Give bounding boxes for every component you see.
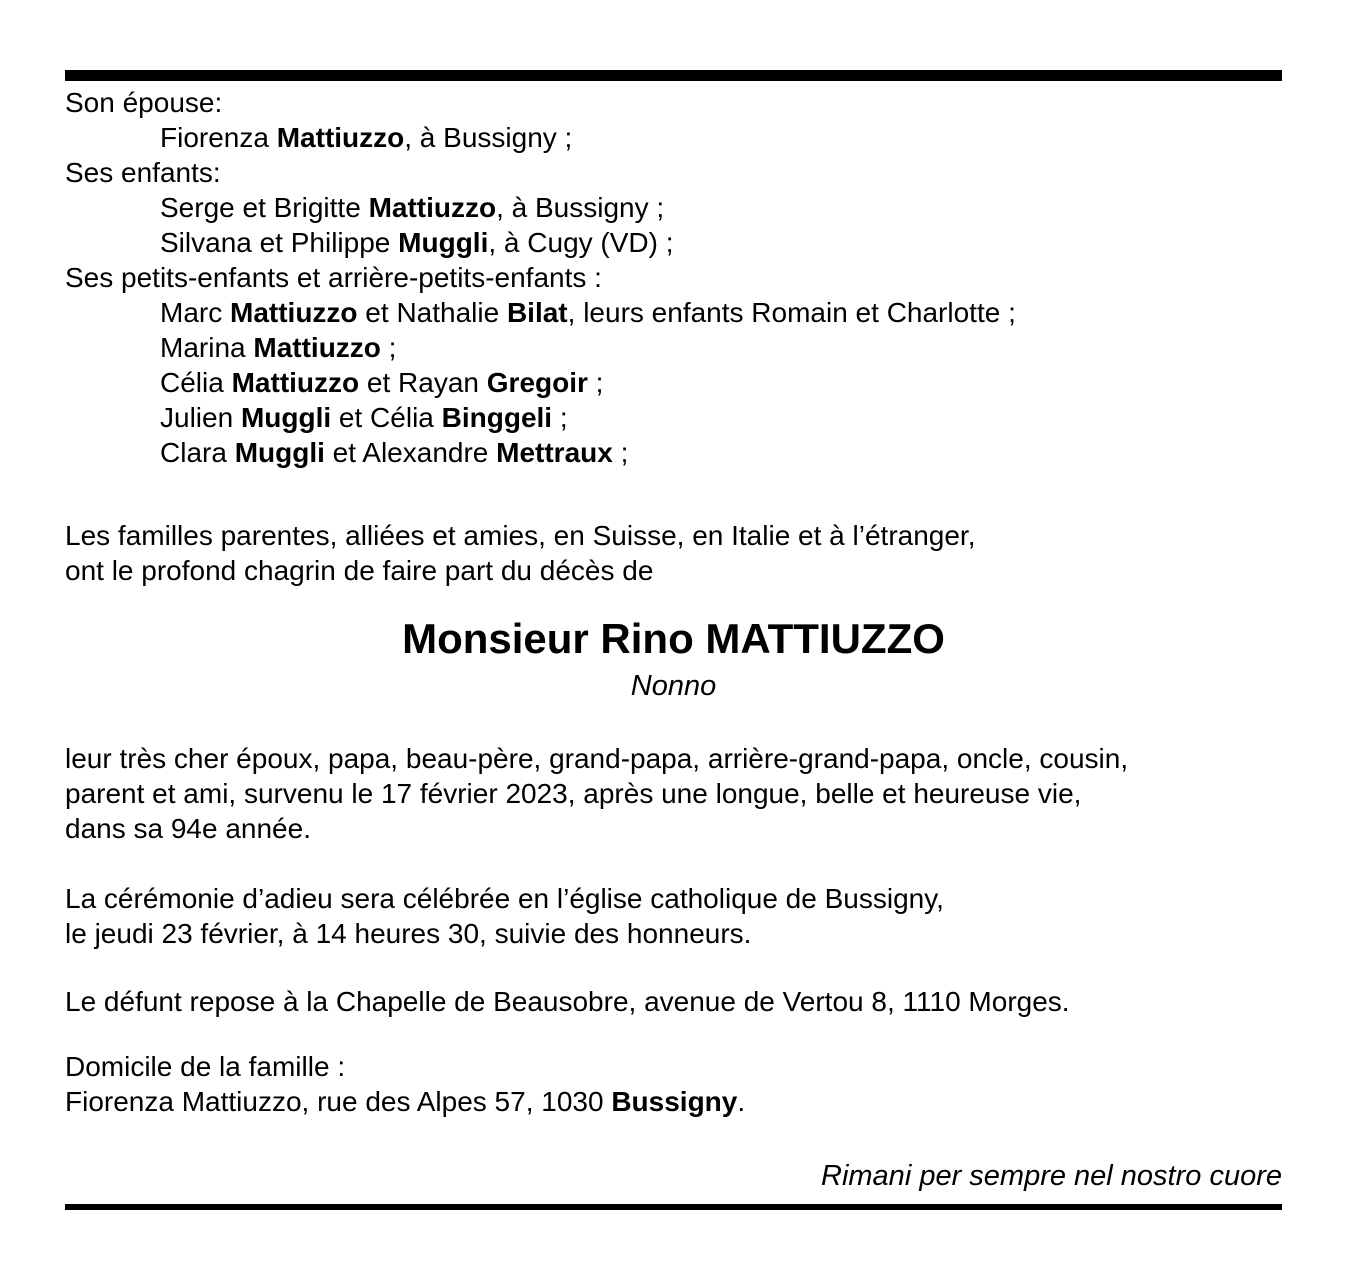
top-rule [65, 70, 1282, 81]
family-name-bold: Muggli [234, 437, 325, 468]
text-line: dans sa 94e année. [65, 813, 311, 844]
family-line [65, 85, 1282, 120]
family-line-text: , leurs enfants Romain et Charlotte ; [567, 297, 1016, 328]
family-line-text: et Célia [331, 402, 442, 433]
family-line-text: Clara [160, 437, 235, 468]
family-line-text: Ses enfants: [65, 157, 221, 188]
family-line-text: , à Bussigny ; [496, 192, 665, 223]
family-line-text: Julien [160, 402, 241, 433]
family-line [65, 295, 1282, 330]
family-line-text: et Nathalie [357, 297, 507, 328]
family-name-bold: Mattiuzzo [231, 367, 360, 398]
intro-paragraph [65, 518, 1282, 588]
tribute-paragraph [65, 741, 1282, 846]
deceased-nickname: Nonno [630, 670, 717, 702]
text-line: Les familles parentes, alliées et amies, en Suisse, en Italie et à l’étranger, [65, 520, 976, 551]
family-line [65, 365, 1282, 400]
ceremony-paragraph [65, 881, 1282, 951]
text-line: parent et ami, survenu le 17 février 2023, après une longue, belle et heureuse vie, [65, 778, 1082, 809]
text-line: le jeudi 23 février, à 14 heures 30, suivie des honneurs. [65, 918, 752, 949]
family-name-bold: Mattiuzzo [276, 122, 405, 153]
family-line-text: Son épouse: [65, 87, 223, 118]
family-line [65, 120, 1282, 155]
family-name-bold: Muggli [240, 402, 332, 433]
family-line [65, 435, 1282, 470]
family-name-bold: Binggeli [441, 402, 553, 433]
family-line-text: Marina [160, 332, 254, 363]
family-line-text: Ses petits-enfants et arrière-petits-enfants : [65, 262, 602, 293]
family-line-text: Marc [160, 297, 230, 328]
address-text: . [737, 1086, 746, 1117]
family-line [65, 225, 1282, 260]
domicile-paragraph [65, 1049, 1282, 1119]
family-name-bold: Gregoir [486, 367, 588, 398]
family-line-text: , à Cugy (VD) ; [488, 227, 674, 258]
domicile-label: Domicile de la famille : [65, 1051, 346, 1082]
family-line [65, 400, 1282, 435]
family-list [65, 85, 1282, 470]
family-line-text: et Alexandre [324, 437, 497, 468]
address-text: Fiorenza Mattiuzzo, rue des Alpes 57, 1030 [65, 1086, 612, 1117]
deceased-name-heading: Monsieur Rino MATTIUZZO [402, 615, 945, 662]
family-line-text: Serge et Brigitte [160, 192, 369, 223]
family-line [65, 155, 1282, 190]
text-line: ont le profond chagrin de faire part du décès de [65, 555, 654, 586]
bottom-rule [65, 1204, 1282, 1210]
family-name-bold: Mattiuzzo [253, 332, 381, 363]
family-line [65, 190, 1282, 225]
family-line-text: Silvana et Philippe [160, 227, 399, 258]
family-name-bold: Muggli [398, 227, 489, 258]
closing-quote: Rimani per sempre nel nostro cuore [821, 1160, 1282, 1192]
family-line-text: ; [380, 332, 397, 363]
text-line: leur très cher époux, papa, beau-père, grand-papa, arrière-grand-papa, oncle, cousin, [65, 743, 1129, 774]
family-name-bold: Mattiuzzo [368, 192, 497, 223]
family-line-text: et Rayan [359, 367, 487, 398]
family-name-bold: Mattiuzzo [230, 297, 358, 328]
family-line-text: ; [587, 367, 604, 398]
family-line-text: , à Bussigny ; [404, 122, 573, 153]
text-line: La cérémonie d’adieu sera célébrée en l’église catholique de Bussigny, [65, 883, 944, 914]
family-line [65, 260, 1282, 295]
address-bold-text: Bussigny [611, 1086, 738, 1117]
family-line-text: ; [612, 437, 629, 468]
notice-content [65, 0, 1282, 1210]
family-line-text: Célia [160, 367, 232, 398]
family-name-bold: Mettraux [496, 437, 613, 468]
family-line [65, 330, 1282, 365]
domicile-address-line [65, 1084, 1282, 1119]
family-line-text: Fiorenza [160, 122, 277, 153]
family-line-text: ; [552, 402, 568, 433]
repose-paragraph: Le défunt repose à la Chapelle de Beausobre, avenue de Vertou 8, 1110 Morges. [65, 986, 1070, 1017]
family-name-bold: Bilat [506, 297, 568, 328]
